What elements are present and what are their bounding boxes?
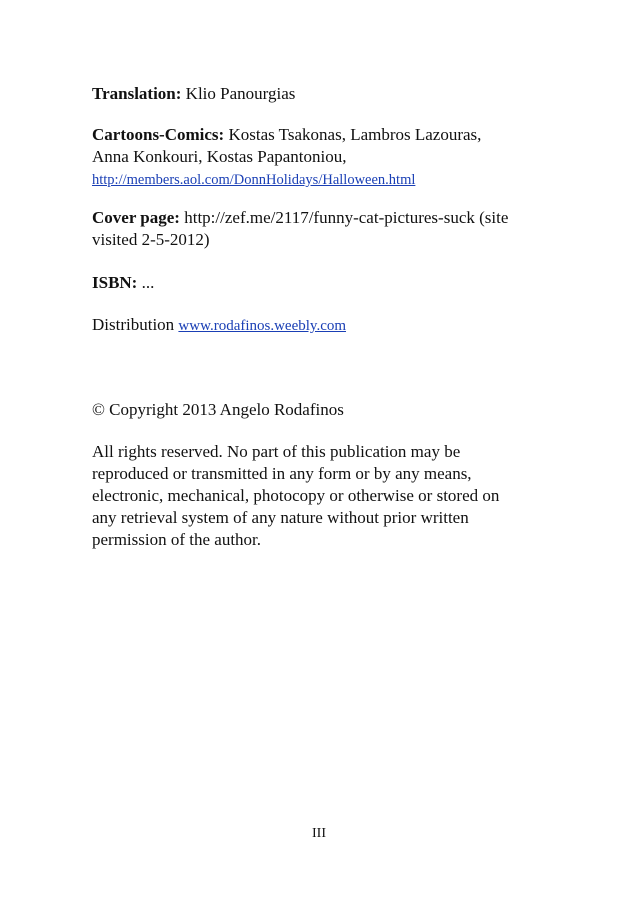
translation-label: Translation: [92,84,182,103]
page-number: III [312,826,326,841]
cover-value-line2: visited 2-5-2012) [92,230,210,249]
cartoons-value-line1: Kostas Tsakonas, Lambros Lazouras, [224,125,482,144]
distribution-label: Distribution [92,315,179,334]
isbn-line [92,272,562,294]
isbn-label: ISBN: [92,273,138,292]
isbn-value: ... [137,273,155,292]
rights-line: permission of the author. [92,530,262,549]
distribution-line [92,314,562,337]
rights-line: All rights reserved. No part of this publication may be [92,442,461,461]
cartoons-credit [92,124,562,191]
rights-line: reproduced or transmitted in any form or by any means, [92,464,472,483]
copyright-notice [92,399,562,421]
rights-line: electronic, mechanical, photocopy or otherwise or stored on [92,486,500,505]
cover-value-line1: http://zef.me/2117/funny-cat-pictures-suck (site [179,208,509,227]
cover-credit [92,207,562,251]
rights-paragraph [92,441,562,551]
copyright-text: © Copyright 2013 Angelo Rodafinos [92,400,344,419]
cover-label: Cover page: [92,208,180,227]
cartoons-source-link[interactable]: http://members.aol.com/DonnHolidays/Halloween.html [92,172,416,188]
translation-credit [92,83,562,105]
cartoons-label: Cartoons-Comics: [92,125,225,144]
translation-value: Klio Panourgias [181,84,296,103]
cartoons-value-line2: Anna Konkouri, Kostas Papantoniou, [92,147,347,166]
rights-line: any retrieval system of any nature without prior written [92,508,469,527]
distribution-link[interactable]: www.rodafinos.weebly.com [178,318,347,334]
